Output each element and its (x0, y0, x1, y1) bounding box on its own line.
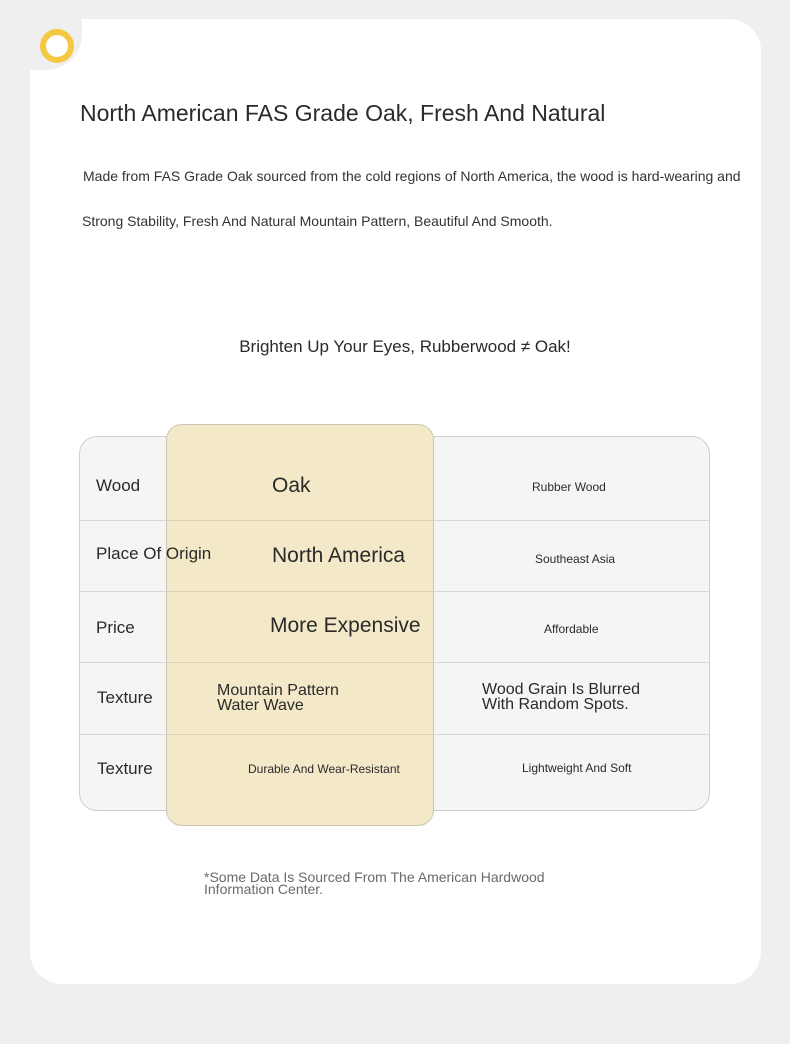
comparison-subtitle: Brighten Up Your Eyes, Rubberwood ≠ Oak! (239, 337, 571, 356)
rubber-cell-price: Affordable (544, 622, 599, 636)
row-label-price: Price (96, 618, 135, 637)
description-line-1: Made from FAS Grade Oak sourced from the cold regions of North America, the wood is hard-wearing and (83, 168, 741, 184)
page-title: North American FAS Grade Oak, Fresh And Natural (80, 100, 606, 126)
description-line-2: Strong Stability, Fresh And Natural Mountain Pattern, Beautiful And Smooth. (82, 213, 553, 229)
rubber-cell-texture (482, 682, 640, 712)
row-divider (167, 520, 433, 521)
rubber-texture-line-2: With Random Spots. (482, 696, 629, 713)
footnote-line-1: *Some Data Is Sourced From The American Hardwood (204, 869, 545, 885)
oak-cell-durability: Durable And Wear-Resistant (248, 762, 400, 776)
oak-texture-line-1: Mountain Pattern (217, 682, 339, 699)
footnote-line-2: Information Center. (204, 881, 324, 897)
oak-texture-line-2: Water Wave (217, 697, 304, 714)
oak-cell-origin: North America (272, 544, 406, 567)
rubber-cell-wood: Rubber Wood (532, 480, 606, 494)
row-divider (167, 662, 433, 663)
rubber-texture-line-1: Wood Grain Is Blurred (482, 681, 640, 698)
row-label-origin: Place Of Origin (96, 544, 212, 563)
oak-cell-price: More Expensive (270, 614, 421, 637)
rubber-cell-durability: Lightweight And Soft (522, 761, 632, 775)
row-divider (167, 734, 433, 735)
oak-cell-wood: Oak (272, 474, 311, 497)
oak-cell-texture (217, 683, 339, 713)
row-label-texture: Texture (97, 688, 153, 707)
ring-icon (40, 29, 74, 63)
row-label-wood: Wood (96, 476, 141, 495)
rubber-cell-origin: Southeast Asia (535, 552, 616, 566)
row-divider (167, 591, 433, 592)
row-label-texture-2: Texture (97, 759, 153, 778)
footnote (204, 871, 545, 895)
